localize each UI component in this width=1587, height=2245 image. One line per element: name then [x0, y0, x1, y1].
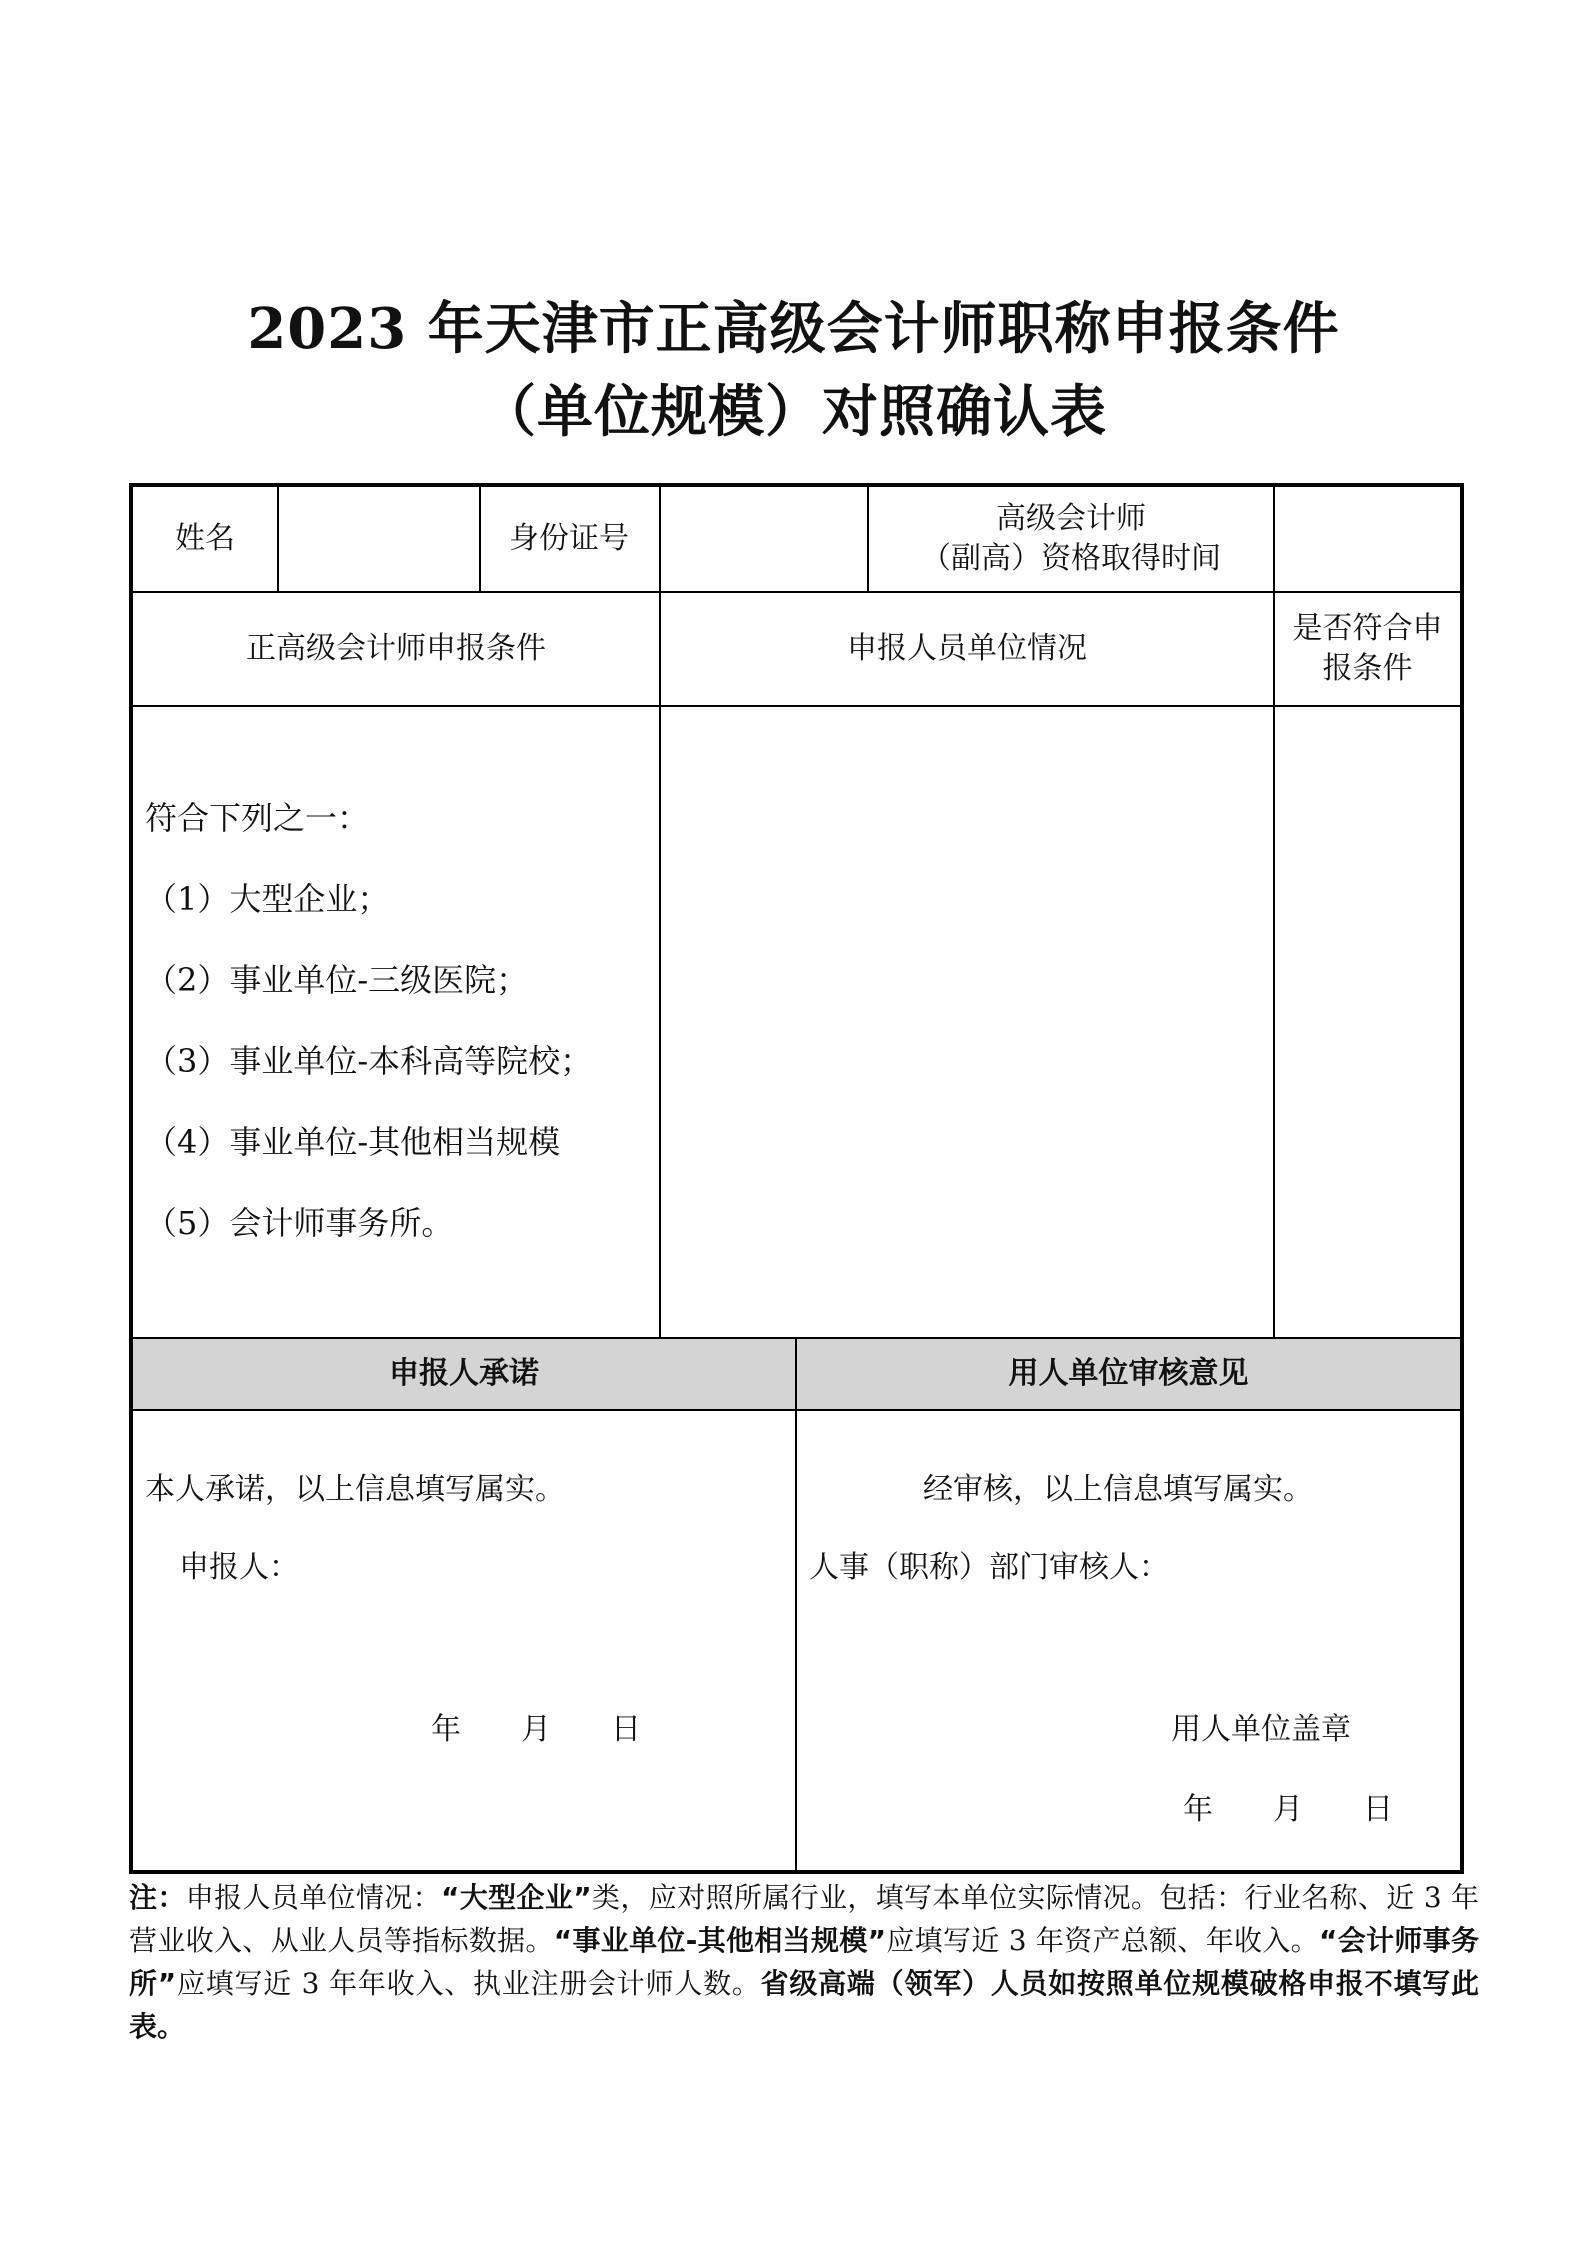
- unit-situation-field[interactable]: [661, 707, 1273, 1337]
- note-emphasis: “会计师事务所”: [129, 1924, 1479, 2000]
- note-text: 申报人员单位情况：: [185, 1881, 442, 1914]
- review-date: 年 月 日: [1183, 1792, 1393, 1827]
- meets-conditions-field[interactable]: [1275, 707, 1460, 1337]
- condition-item: （1）大型企业；: [145, 880, 390, 918]
- condition-item: （3）事业单位-本科高等院校；: [145, 1042, 593, 1080]
- note-text: 类，应对照所属行业，填写本单位实际情况。包括：行业名称、近 3 年营业收入、从业人员等指标数据。: [129, 1881, 1479, 1957]
- conditions-list: [145, 778, 592, 1264]
- col-divider-bottom: [795, 1337, 797, 1870]
- promise-heading: 申报人承诺: [389, 1355, 539, 1391]
- title-line-2: （单位规模）对照确认表: [480, 379, 1107, 445]
- id-number-label: 身份证号: [509, 520, 629, 556]
- id-number-field[interactable]: [661, 487, 867, 591]
- condition-item: （2）事业单位-三级医院；: [145, 961, 529, 999]
- applicant-signature-label: 申报人：: [179, 1550, 299, 1585]
- footnote: [129, 1876, 1479, 2048]
- promise-statement: 本人承诺，以上信息填写属实。: [145, 1472, 565, 1507]
- note-emphasis: “事业单位-其他相当规模”: [553, 1924, 886, 1957]
- review-heading: 用人单位审核意见: [1008, 1355, 1249, 1391]
- applicant-date: 年 月 日: [431, 1712, 641, 1747]
- condition-item: （4）事业单位-其他相当规模: [145, 1123, 561, 1161]
- review-statement: 经审核，以上信息填写属实。: [923, 1472, 1313, 1507]
- note-text: 应填写近 3 年资产总额、年收入。: [886, 1924, 1319, 1957]
- meets-conditions-column-header: 是否符合申 报条件: [1292, 610, 1443, 686]
- note-emphasis: 省级高端（领军）人员如按照单位规模破格申报不填写此表。: [129, 1967, 1479, 2043]
- confirmation-form: [129, 483, 1464, 1874]
- qualification-date-label: 高级会计师 （副高）资格取得时间: [921, 500, 1221, 576]
- condition-item: （5）会计师事务所。: [145, 1204, 454, 1242]
- note-text: 应填写近 3 年年收入、执业注册会计师人数。: [176, 1967, 761, 2000]
- title-line-1: 2023 年天津市正高级会计师职称申报条件: [247, 296, 1340, 362]
- name-label: 姓名: [175, 520, 235, 556]
- conditions-column-header: 正高级会计师申报条件: [246, 630, 546, 666]
- reviewer-label: 人事（职称）部门审核人：: [809, 1550, 1169, 1585]
- unit-situation-column-header: 申报人员单位情况: [847, 630, 1087, 666]
- note-prefix: 注：: [129, 1881, 186, 1914]
- conditions-intro: 符合下列之一：: [145, 799, 370, 837]
- note-emphasis: “大型企业”: [441, 1881, 592, 1914]
- unit-seal-label: 用人单位盖章: [1171, 1712, 1351, 1747]
- name-field[interactable]: [279, 487, 479, 591]
- qualification-date-field[interactable]: [1275, 487, 1460, 591]
